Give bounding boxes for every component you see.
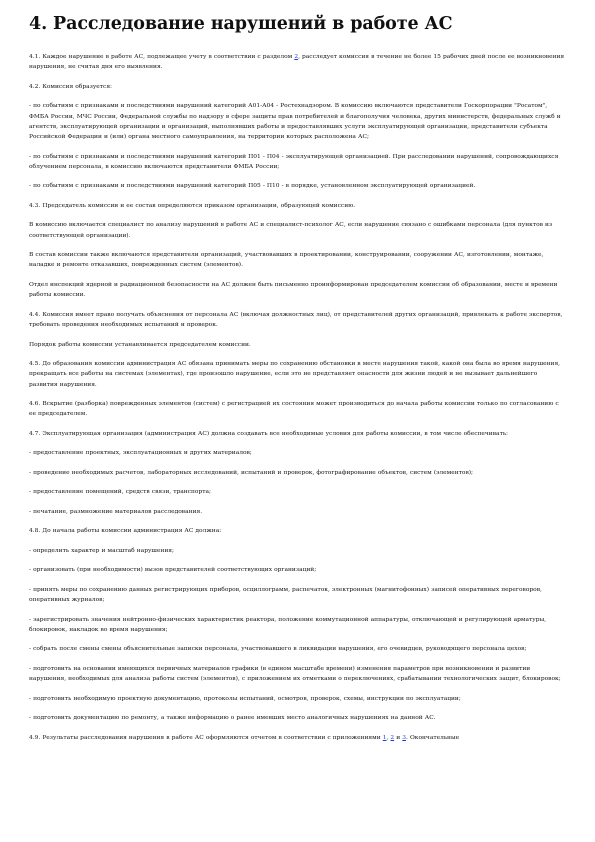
- paragraph-4-6: 4.6. Вскрытие (разборка) поврежденных элементов (систем) с регистрацией их состояния может производиться до начала работы комиссии только по согласованию с ее председателем.: [29, 401, 559, 418]
- separator: ,: [386, 734, 391, 741]
- paragraph-text-cont: , расследует комиссия в течение не более 15 рабочих дней после ее возникновения нарушения, не считая дня его выявления.: [29, 54, 565, 71]
- paragraph-composition: В состав комиссии также включаются представители организаций, участвовавших в проектировании, конструировании, сооружении АС, изготовлении, монтаже, наладке и ремонте отказавших, поврежденных систем (элементов).: [29, 252, 544, 269]
- paragraph-text-cont: . Окончательные: [406, 734, 460, 741]
- list-item-documentation: - подготовить необходимую проектную документацию, протоколы испытаний, осмотров, проверок, схемы, инструкции по эксплуатации;: [29, 695, 461, 702]
- paragraph-4-9: [29, 733, 567, 743]
- paragraph-text: 4.9. Результаты расследования нарушения в работе АС оформляются отчетом в соответствии с приложениями: [29, 734, 383, 741]
- paragraph-4-3: 4.3. Председатель комиссии и ее состав определяются приказом организации, образующей комиссию.: [29, 202, 356, 209]
- paragraph-4-8: 4.8. До начала работы комиссии администрация АС должна:: [29, 528, 222, 535]
- appendix-link-2[interactable]: 2: [390, 734, 395, 741]
- paragraph-4-2: 4.2. Комиссия образуется:: [29, 83, 113, 90]
- paragraph-4-1: [29, 52, 567, 73]
- list-item-commission-p01: - по событиям с признаками и последствиями нарушений категорий П01 - П04 - эксплуатирующей организацией. При расследовании нарушений, сопровождающихся облучением персонала, в комиссию включаются представители ФМБА России;: [29, 153, 559, 170]
- appendix-link-3[interactable]: 3: [402, 734, 406, 741]
- separator: и: [394, 734, 403, 741]
- list-item-graphs: - подготовить на основании имеющихся первичных материалов графики (в едином масштабе времени) изменения параметров при возникновении и развитии нарушения, необходимых для анализа работы систем (элементов), с приложением их отметками о переключениях, срабатывании технологических защит, блокировок;: [29, 665, 561, 683]
- section-title: 4. Расследование нарушений в работе АС: [29, 14, 453, 34]
- list-item-commission-a: - по событиям с признаками и последствиями нарушений категорий А01-А04 - Ростехнадзором. В комиссию включаются представители Госкорпорации "Росатом", ФМБА России, МЧС России, Федеральной службы по надзору в сфере защиты прав потребителей и благополучия человека, других министерств, федеральных служб и агентств, эксплуатирующей организации и организаций, выполнявших работы и предоставлявших услуги эксплуатирующей организации, представители субъекта Российской Федерации и (или) органа местного самоуправления, на территории которых расположена АС;: [29, 103, 561, 141]
- list-item-commission-p05: - по событиям с признаками и последствиями нарушений категорий П05 - П10 - в порядке, установленном эксплуатирующей организацией.: [29, 183, 476, 190]
- paragraph-text: 4.1. Каждое нарушение в работе АС, подлежащее учету в соответствии с разделом: [29, 54, 295, 60]
- paragraph-4-4: 4.4. Комиссия имеет право получать объяснения от персонала АС (включая должностных лиц), от представителей других организаций, привлекать к работе экспертов, требовать проведения необходимых испытаний и проверок.: [29, 311, 563, 329]
- paragraph-4-5: 4.5. До образования комиссии администрация АС обязана принимать меры по сохранению обстановки в месте нарушения такой, какой она была во время нарушения, прекращать все работы на системах (элементах), где произошло нарушение, если это не представляет опасности для жизни людей и не вызывает дальнейшего развития нарушения.: [29, 361, 561, 388]
- list-item-determine: - определить характер и масштаб нарушения;: [29, 547, 174, 554]
- list-item-repair-docs: - подготовить документацию по ремонту, а также информацию о ранее имевших место аналогичных нарушениях на данной АС.: [29, 715, 436, 722]
- list-item-materials: - предоставление проектных, эксплуатационных и других материалов;: [29, 450, 252, 457]
- list-item-preserve: - принять меры по сохранению данных регистрирующих приборов, осциллограмм, распечаток, электронных (магнитофонных) записей оперативных переговоров, оперативных журналов;: [29, 586, 542, 604]
- paragraph-4-7: 4.7. Эксплуатирующая организация (администрация АС) должна создавать все необходимые условия для работы комиссии, в том числе обеспечивать:: [29, 430, 509, 437]
- list-item-calculations: - проведение необходимых расчетов, лабораторных исследований, испытаний и проверок, фотографирование объектов, систем (элементов);: [29, 469, 474, 476]
- section-link-2[interactable]: 2: [294, 54, 299, 60]
- list-item-premises: - предоставление помещений, средств связи, транспорта;: [29, 489, 211, 496]
- list-item-register: - зарегистрировать значения нейтронно-физических характеристик реактора, положение коммутационной аппаратуры, отключающей и регулирующей арматуры, блокировок, накладок во время нарушения;: [29, 616, 547, 633]
- list-item-organize: - организовать (при необходимости) вызов представителей соответствующих организаций;: [29, 567, 317, 574]
- paragraph-specialists: В комиссию включается специалист по анализу нарушений в работе АС и специалист-психолог АС, если нарушение связано с ошибками персонала (для пунктов из соответствующей организации).: [29, 222, 553, 239]
- appendix-link-1[interactable]: 1: [382, 734, 387, 741]
- list-item-printing: - печатание, размножение материалов расследования.: [29, 508, 203, 515]
- paragraph-procedure: Порядок работы комиссии устанавливается председателем комиссии.: [29, 341, 251, 348]
- list-item-collect: - собрать после смены смены объяснительные записки персонала, участвовавшего в ликвидации нарушения, его очевидцев, руководящего персонала цехов;: [29, 646, 527, 653]
- paragraph-inspection-dept: Отдел инспекций ядерной и радиационной безопасности на АС должен быть письменно проинформирован председателем комиссии об образовании, месте и времени работы комиссии.: [29, 281, 558, 299]
